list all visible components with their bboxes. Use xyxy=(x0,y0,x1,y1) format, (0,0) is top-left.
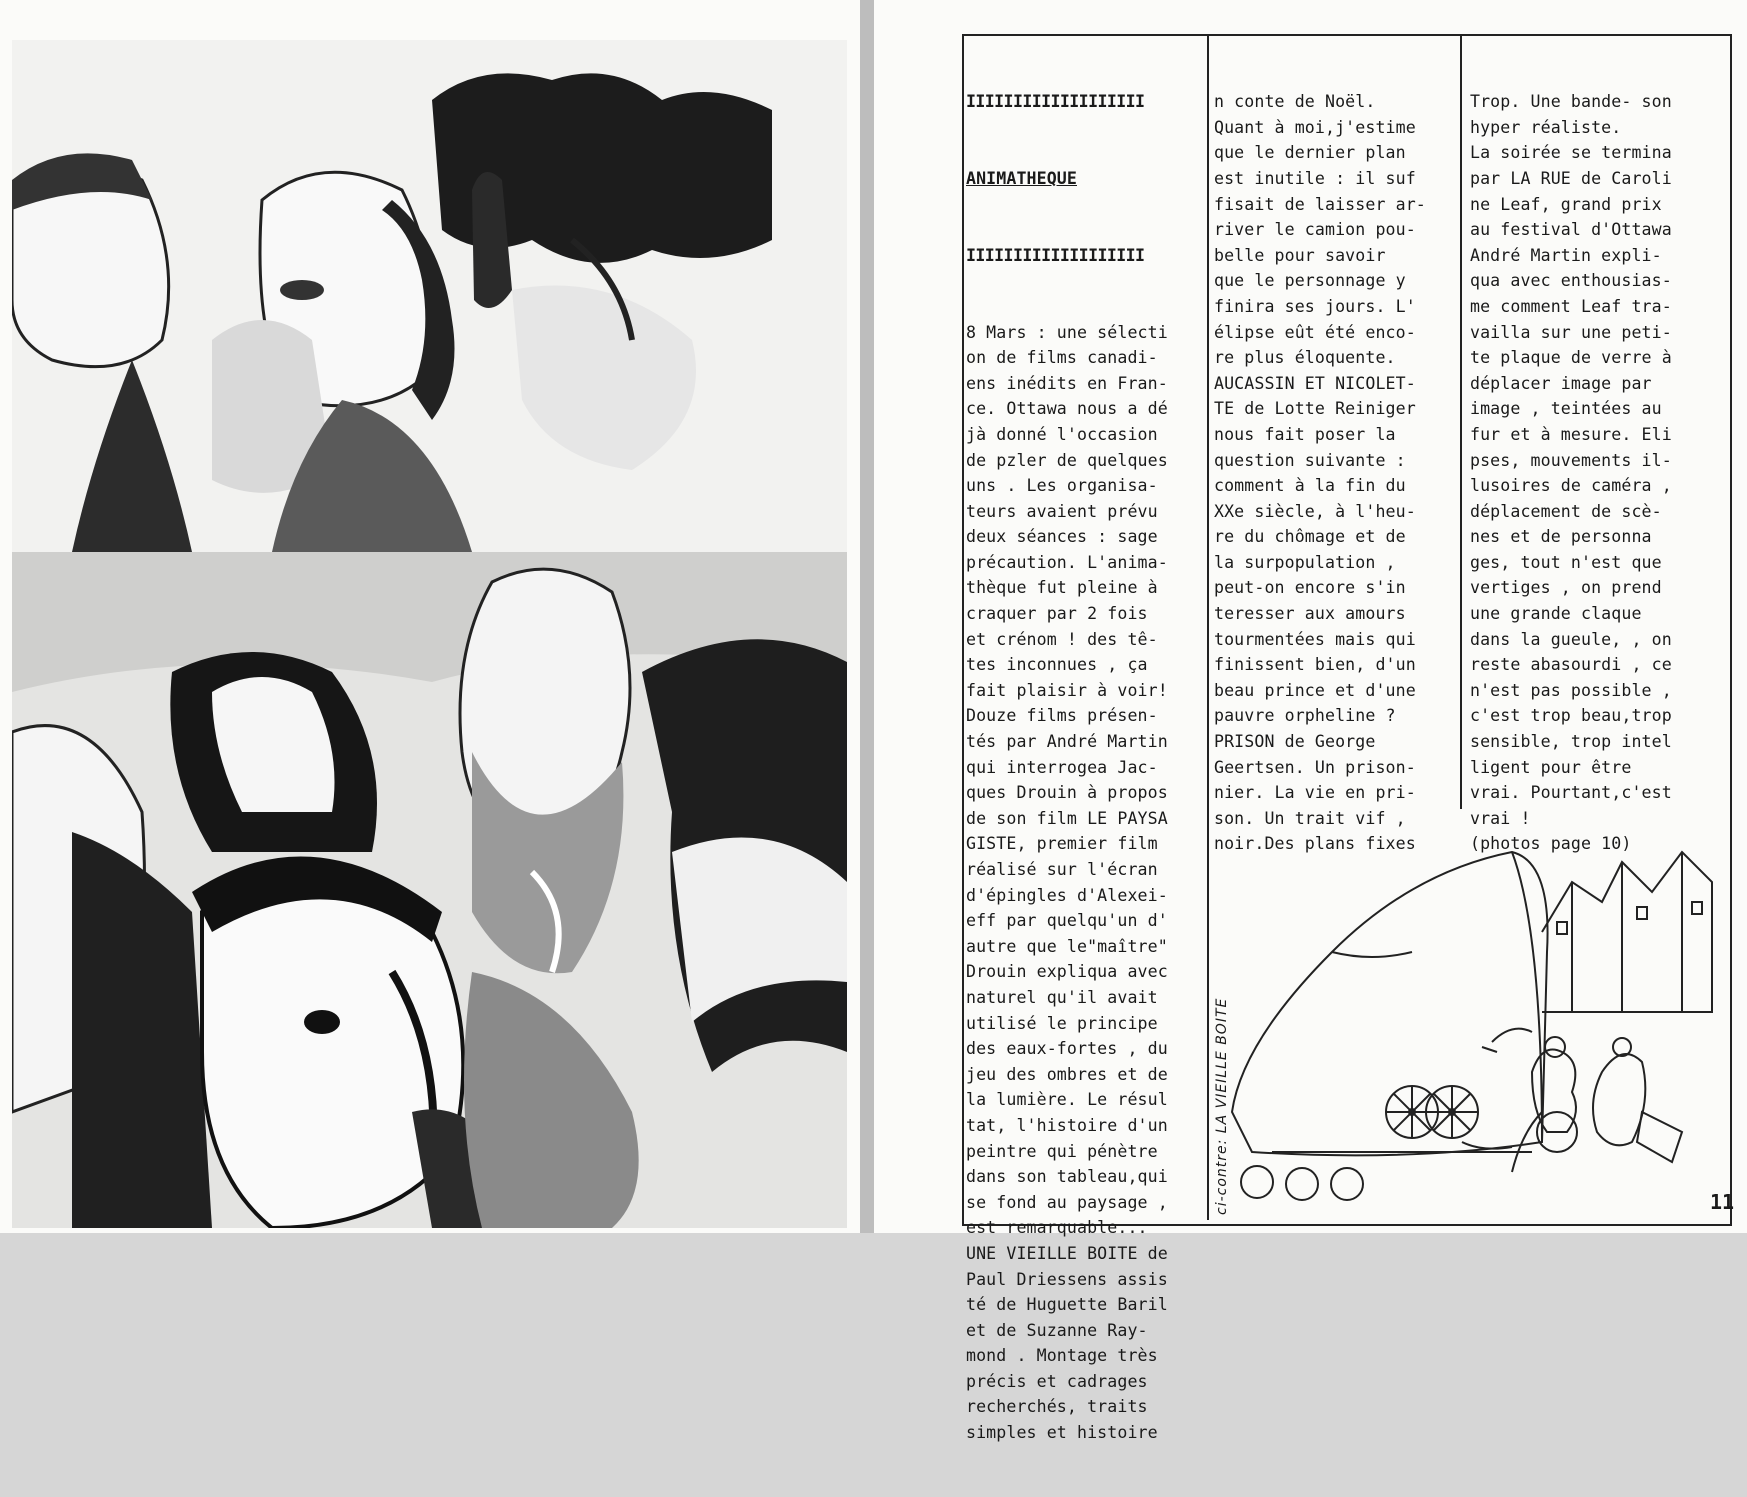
text-line: au festival d'Ottawa xyxy=(1470,220,1672,240)
frame-right-border xyxy=(1730,34,1732,1226)
page-number: 11 xyxy=(1710,1190,1735,1214)
text-line: eff par quelqu'un d' xyxy=(966,911,1168,931)
text-line: XXe siècle, à l'heu- xyxy=(1214,501,1416,521)
article-column-3 xyxy=(1470,38,1718,908)
text-line: se fond au paysage , xyxy=(966,1192,1168,1212)
frame-left-border xyxy=(962,34,964,1226)
text-line: précis et cadrages xyxy=(966,1371,1148,1391)
text-line: fisait de laisser ar- xyxy=(1214,194,1426,214)
text-line: Geertsen. Un prison- xyxy=(1214,757,1416,777)
text-line: river le camion pou- xyxy=(1214,220,1416,240)
text-line: lusoires de caméra , xyxy=(1470,476,1672,496)
text-line: deux séances : sage xyxy=(966,527,1158,547)
text-line: jeu des ombres et de xyxy=(966,1064,1168,1084)
text-line: recherchés, traits xyxy=(966,1397,1148,1417)
text-line: ens inédits en Fran- xyxy=(966,373,1168,393)
column-text xyxy=(1470,89,1718,857)
text-line: Paul Driessens assis xyxy=(966,1269,1168,1289)
text-line: pauvre orpheline ? xyxy=(1214,706,1396,726)
animation-still-image xyxy=(12,552,847,1228)
text-line: la lumière. Le résul xyxy=(966,1090,1168,1110)
text-line: ques Drouin à propos xyxy=(966,783,1168,803)
text-line: mond . Montage très xyxy=(966,1346,1158,1366)
film-still-bottom xyxy=(12,552,847,1228)
text-line: question suivante : xyxy=(1214,450,1406,470)
text-line: GISTE, premier film xyxy=(966,834,1158,854)
text-line: des eaux-fortes , du xyxy=(966,1039,1168,1059)
text-line: dans son tableau,qui xyxy=(966,1167,1168,1187)
text-line: on de films canadi- xyxy=(966,348,1158,368)
text-line: 8 Mars : une sélecti xyxy=(966,322,1168,342)
text-line: sensible, trop intel xyxy=(1470,732,1672,752)
text-line: Drouin expliqua avec xyxy=(966,962,1168,982)
text-line: jà donné l'occasion xyxy=(966,424,1158,444)
text-line: (photos page 10) xyxy=(1470,834,1632,854)
text-line: Douze films présen- xyxy=(966,706,1158,726)
book-gutter xyxy=(860,0,874,1233)
text-line: par LA RUE de Caroli xyxy=(1470,168,1672,188)
text-line: est remarquable... xyxy=(966,1218,1148,1238)
text-line: craquer par 2 fois xyxy=(966,604,1148,624)
text-line: c'est trop beau,trop xyxy=(1470,706,1672,726)
text-line: hyper réaliste. xyxy=(1470,117,1622,137)
text-line: Quant à moi,j'estime xyxy=(1214,117,1416,137)
text-line: de son film LE PAYSA xyxy=(966,808,1168,828)
text-line: qua avec enthousias- xyxy=(1470,271,1672,291)
text-line: belle pour savoir xyxy=(1214,245,1386,265)
text-line: tes inconnues , ça xyxy=(966,655,1148,675)
text-line: vrai ! xyxy=(1470,808,1531,828)
text-line: beau prince et d'une xyxy=(1214,680,1416,700)
text-line: n'est pas possible , xyxy=(1470,680,1672,700)
text-line: te plaque de verre à xyxy=(1470,348,1672,368)
text-line: et de Suzanne Ray- xyxy=(966,1320,1148,1340)
text-line: d'épingles d'Alexei- xyxy=(966,885,1168,905)
text-line: et crénom ! des tê- xyxy=(966,629,1158,649)
cartoon-drawing xyxy=(1212,812,1730,1222)
text-line: teresser aux amours xyxy=(1214,604,1406,624)
text-line: tés par André Martin xyxy=(966,732,1168,752)
text-line: fur et à mesure. Eli xyxy=(1470,424,1672,444)
text-line: réalisé sur l'écran xyxy=(966,860,1158,879)
text-line: uns . Les organisa- xyxy=(966,476,1158,496)
text-line: AUCASSIN ET NICOLET- xyxy=(1214,373,1416,393)
text-line: déplacement de scè- xyxy=(1470,501,1662,521)
text-line: reste abasourdi , ce xyxy=(1470,655,1672,675)
text-line: comment à la fin du xyxy=(1214,476,1406,496)
text-line: thèque fut pleine à xyxy=(966,578,1158,598)
heading-rule: IIIIIIIIIIIIIIIIIII xyxy=(966,245,1145,265)
text-line: élipse eût été enco- xyxy=(1214,322,1416,342)
text-line: peut-on encore s'in xyxy=(1214,578,1406,598)
text-line: re plus éloquente. xyxy=(1214,348,1396,368)
column-separator xyxy=(1460,34,1462,809)
text-line: qui interrogea Jac- xyxy=(966,757,1158,777)
text-line: une grande claque xyxy=(1470,604,1642,624)
article-column-2 xyxy=(1214,38,1444,908)
text-line: finissent bien, d'un xyxy=(1214,655,1416,675)
text-line: teurs avaient prévu xyxy=(966,501,1158,521)
text-line: n conte de Noël. xyxy=(1214,92,1376,112)
text-line: image , teintées au xyxy=(1470,399,1662,419)
text-line: Trop. Une bande- son xyxy=(1470,92,1672,112)
text-line: utilisé le principe xyxy=(966,1013,1158,1033)
column-text xyxy=(1214,89,1444,857)
text-line: pses, mouvements il- xyxy=(1470,450,1672,470)
heading-rule: IIIIIIIIIIIIIIIIIII xyxy=(966,92,1145,112)
text-line: noir.Des plans fixes xyxy=(1214,834,1416,854)
text-line: autre que le"maître" xyxy=(966,936,1168,956)
text-line: La soirée se termina xyxy=(1470,143,1672,163)
column-text xyxy=(966,320,1226,1446)
text-line: UNE VIEILLE BOITE de xyxy=(966,1243,1168,1263)
text-line: la surpopulation , xyxy=(1214,552,1396,572)
left-page xyxy=(0,0,860,1233)
right-page xyxy=(874,0,1747,1443)
text-line: vailla sur une peti- xyxy=(1470,322,1672,342)
cartoon-illustration xyxy=(1212,812,1730,1222)
text-line: que le personnage y xyxy=(1214,271,1406,291)
text-line: naturel qu'il avait xyxy=(966,987,1158,1007)
text-line: re du chômage et de xyxy=(1214,527,1406,547)
text-line: PRISON de George xyxy=(1214,732,1376,752)
text-line: finira ses jours. L' xyxy=(1214,296,1416,316)
text-line: que le dernier plan xyxy=(1214,143,1406,163)
text-line: ce. Ottawa nous a dé xyxy=(966,399,1168,419)
text-line: simples et histoire xyxy=(966,1423,1158,1443)
text-line: TE de Lotte Reiniger xyxy=(1214,399,1416,419)
film-still-top xyxy=(12,40,847,552)
text-line: té de Huguette Baril xyxy=(966,1295,1168,1315)
text-line: de pzler de quelques xyxy=(966,450,1168,470)
frame-top-border xyxy=(962,34,1732,36)
text-line: dans la gueule, , on xyxy=(1470,629,1672,649)
text-line: déplacer image par xyxy=(1470,373,1652,393)
text-line: ligent pour être xyxy=(1470,757,1632,777)
text-line: nes et de personna xyxy=(1470,527,1652,547)
text-line: ges, tout n'est que xyxy=(1470,552,1662,572)
text-line: me comment Leaf tra- xyxy=(1470,296,1672,316)
text-line: précaution. L'anima- xyxy=(966,552,1168,572)
text-line: tourmentées mais qui xyxy=(1214,629,1416,649)
text-line: peintre qui pénètre xyxy=(966,1141,1158,1161)
text-line: tat, l'histoire d'un xyxy=(966,1115,1168,1135)
text-line: est inutile : il suf xyxy=(1214,168,1416,188)
text-line: nous fait poser la xyxy=(1214,424,1396,444)
text-line: André Martin expli- xyxy=(1470,245,1662,265)
article-column-1 xyxy=(966,38,1226,1497)
text-line: vertiges , on prend xyxy=(1470,578,1662,598)
section-title: ANIMATHEQUE xyxy=(966,168,1077,188)
text-line: vrai. Pourtant,c'est xyxy=(1470,783,1672,803)
text-line: nier. La vie en pri- xyxy=(1214,783,1416,803)
text-line: fait plaisir à voir! xyxy=(966,680,1168,700)
cartoon-caption: ci-contre: LA VIEILLE BOITE xyxy=(1214,997,1230,1215)
animation-still-image xyxy=(12,40,847,552)
text-line: ne Leaf, grand prix xyxy=(1470,194,1662,214)
text-line: son. Un trait vif , xyxy=(1214,808,1406,828)
